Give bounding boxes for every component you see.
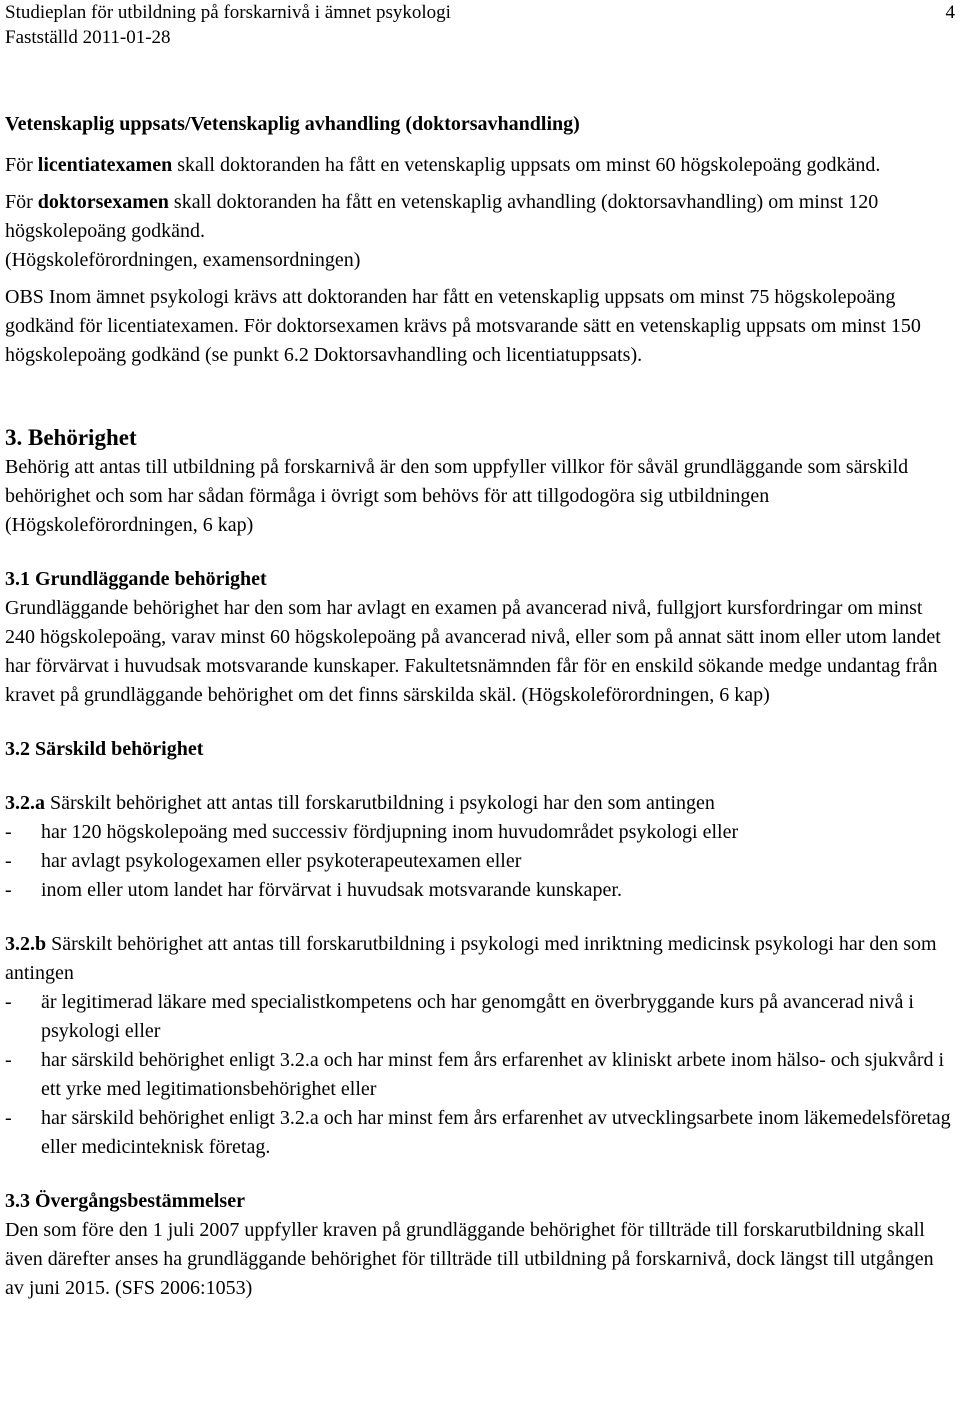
list-item: - har särskild behörighet enligt 3.2.a och har minst fem års erfarenhet av utvecklingsarbete inom läkemedelsföretag eller medicinteknisk företag. (5, 1107, 951, 1158)
section-3-text: Behörig att antas till utbildning på forskarnivå är den som uppfyller villkor för såväl grundläggande som särskild behörighet och som har sådan förmåga i övrigt som behövs för att tillgodogöra sig utbildningen (Högskoleförordningen, 6 kap) (5, 456, 909, 536)
doctorate-paragraph: För doktorsexamen skall doktoranden ha fått en vetenskaplig avhandling (doktorsavhandling) om minst 120 högskolepoäng godkänd. (5, 191, 879, 242)
section-3-2-b-intro: 3.2.b Särskilt behörighet att antas till forskarutbildning i psykologi med inriktning medicinsk psykologi har den som antingen (5, 933, 937, 984)
thesis-heading: Vetenskaplig uppsats/Vetenskaplig avhandling (doktorsavhandling) (5, 113, 580, 135)
doctorate-reference: (Högskoleförordningen, examensordningen) (5, 249, 361, 271)
section-3-3-heading: 3.3 Övergångsbestämmelser (5, 1190, 245, 1212)
section-3-2-heading: 3.2 Särskild behörighet (5, 738, 204, 760)
doctorate-term: doktorsexamen (37, 191, 169, 213)
licentiate-term: licentiatexamen (37, 154, 173, 176)
list-item: - har avlagt psykologexamen eller psykoterapeutexamen eller (5, 850, 522, 872)
list-item: - har 120 högskolepoäng med successiv fördjupning inom huvudområdet psykologi eller (5, 821, 739, 843)
obs-paragraph: OBS Inom ämnet psykologi krävs att doktoranden har fått en vetenskaplig uppsats om minst 75 högskolepoäng godkänd för licentiatexamen. För doktorsexamen krävs på motsvarande sätt en vetenskaplig uppsats om minst 150 högskolepoäng godkänd (se punkt 6.2 Doktorsavhandling och licentiatuppsats). (5, 286, 921, 366)
page-content (5, 110, 955, 1303)
header-date: Fastställd 2011-01-28 (5, 27, 171, 48)
header-title: Studieplan för utbildning på forskarnivå i ämnet psykologi (5, 2, 451, 23)
section-3-2-a-intro: 3.2.a Särskilt behörighet att antas till forskarutbildning i psykologi har den som antingen (5, 792, 715, 814)
page-number: 4 (945, 2, 955, 23)
section-3-1-heading: 3.1 Grundläggande behörighet (5, 568, 267, 590)
page-header (5, 0, 955, 50)
section-3-heading: 3. Behörighet (5, 425, 137, 450)
licentiate-paragraph: För licentiatexamen skall doktoranden ha fått en vetenskaplig uppsats om minst 60 högskolepoäng godkänd. (5, 154, 881, 176)
list-item: - är legitimerad läkare med specialistkompetens och har genomgått en överbryggande kurs på avancerad nivå i psykologi eller (5, 991, 914, 1042)
section-3-2-a-label: 3.2.a (5, 792, 45, 814)
list-item: - inom eller utom landet har förvärvat i huvudsak motsvarande kunskaper. (5, 879, 622, 901)
section-3-3-text: Den som före den 1 juli 2007 uppfyller kraven på grundläggande behörighet för tillträde till forskarutbildning skall även därefter anses ha grundläggande behörighet för tillträde till utbildning på forskarnivå, dock längst till utgången av juni 2015. (SFS 2006:1053) (5, 1219, 934, 1299)
list-item: - har särskild behörighet enligt 3.2.a och har minst fem års erfarenhet av kliniskt arbete inom hälso- och sjukvård i ett yrke med legitimationsbehörighet eller (5, 1049, 945, 1100)
section-3-1-text: Grundläggande behörighet har den som har avlagt en examen på avancerad nivå, fullgjort kursfordringar om minst 240 högskolepoäng, varav minst 60 högskolepoäng på avancerad nivå, eller som på annat sätt inom eller utom landet har förvärvat i huvudsak motsvarande kunskaper. Fakultetsnämnden får för en enskild sökande medge undantag från kravet på grundläggande behörighet om det finns särskilda skäl. (Högskoleförordningen, 6 kap) (5, 597, 941, 706)
section-3-2-b-label: 3.2.b (5, 933, 47, 955)
